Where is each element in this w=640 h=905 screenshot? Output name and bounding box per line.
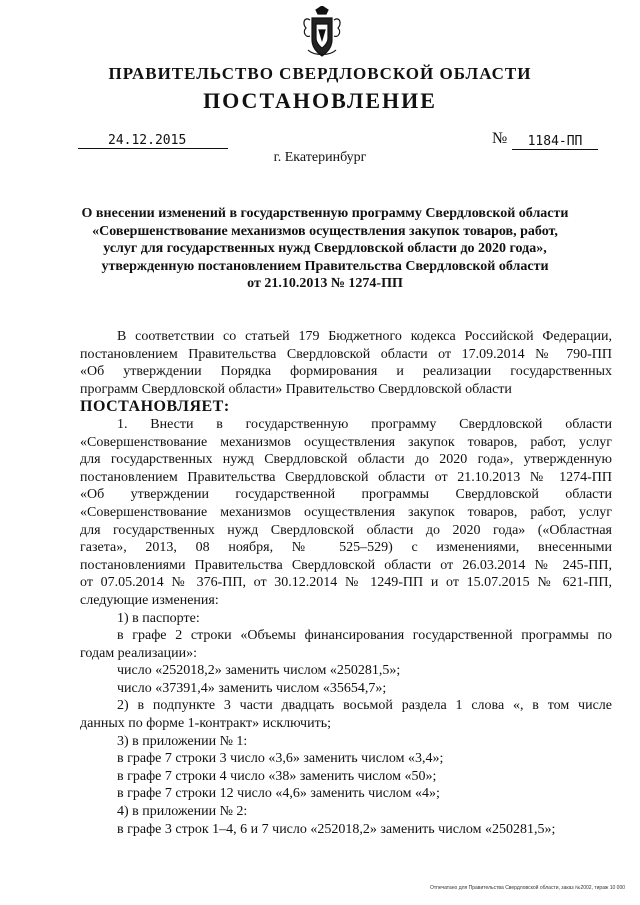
item1-line: газета», 2013, 08 ноября, № 525–529) с изменениями, внесенными — [80, 540, 612, 556]
subitem-line: в графе 7 строки 12 число «4,6» заменить числом «4»; — [117, 786, 440, 802]
document-type: ПОСТАНОВЛЕНИЕ — [203, 88, 437, 113]
subitem-line: 2) в подпункте 3 части двадцать восьмой раздела 1 слова «, в том числе — [117, 698, 612, 714]
item1-line: «Об утверждении государственной программы Свердловской области — [80, 487, 612, 503]
preamble-line: постановлением Правительства Свердловской области от 17.09.2014 № 790-ПП — [80, 346, 612, 362]
preamble-line: «Об утверждении Порядка формирования и реализации государственных — [80, 364, 612, 380]
subitem-line: число «37391,4» заменить числом «35654,7»; — [117, 680, 387, 696]
item1-line: постановлением Правительства Свердловской области от 21.10.2013 № 1274-ПП — [80, 469, 612, 485]
title-line: от 21.10.2013 № 1274-ПП — [247, 276, 403, 291]
item1-line: «Совершенствование механизмов осуществления закупок товаров, работ, услуг — [80, 504, 612, 520]
title-line: услуг для государственных нужд Свердловской области до 2020 года», — [103, 241, 547, 256]
document-number: 1184-ПП — [512, 134, 598, 150]
preamble-line: программ Свердловской области» Правительство Свердловской области — [80, 381, 512, 397]
item1-line: 1. Внести в государственную программу Свердловской области — [117, 416, 612, 432]
document-title — [80, 205, 570, 293]
subitem-line: в графе 7 строки 4 число «38» заменить числом «50»; — [117, 768, 437, 784]
item1-line: «Совершенствование механизмов осуществления закупок товаров, работ, услуг — [80, 434, 612, 450]
document-date: 24.12.2015 — [78, 133, 228, 149]
number-label: № — [492, 130, 508, 147]
subitem-line: данных по форме 1-контракт» исключить; — [80, 716, 331, 732]
subitem-line: в графе 7 строки 3 число «3,6» заменить числом «3,4»; — [117, 751, 444, 767]
subitem-line: число «252018,2» заменить числом «250281,5»; — [117, 663, 401, 679]
print-note: Отпечатано для Правительства Свердловской области, заказ №2002, тираж 10 000 — [430, 885, 626, 891]
document-body — [80, 328, 612, 838]
city: г. Екатеринбург — [273, 150, 367, 165]
item1-line: для государственных нужд Свердловской области до 2020 года» («Областная — [80, 522, 612, 538]
title-line: «Совершенствование механизмов осуществления закупок товаров, работ, — [92, 223, 558, 239]
title-line: О внесении изменений в государственную программу Свердловской области — [81, 206, 569, 221]
coat-of-arms-icon — [300, 6, 344, 60]
item1-line: от 07.05.2014 № 376-ПП, от 30.12.2014 № 1249-ПП и от 15.07.2015 № 621-ПП, — [80, 575, 612, 591]
subitem-line: годам реализации»: — [80, 645, 197, 661]
subitem-title: 3) в приложении № 1: — [117, 733, 248, 749]
item1-line: следующие изменения: — [80, 592, 219, 608]
preamble-line: В соответствии со статьей 179 Бюджетного кодекса Российской Федерации, — [117, 329, 612, 344]
item1-line: постановлениями Правительства Свердловской области от 26.03.2014 № 245-ПП, — [80, 557, 612, 573]
organization-name: ПРАВИТЕЛЬСТВО СВЕРДЛОВСКОЙ ОБЛАСТИ — [108, 64, 532, 83]
subitem-line: в графе 3 строк 1–4, 6 и 7 число «252018,2» заменить числом «250281,5»; — [117, 821, 556, 837]
title-line: утвержденную постановлением Правительства Свердловской области — [101, 258, 549, 274]
subitem-title: 4) в приложении № 2: — [117, 804, 248, 820]
subitem-title: 1) в паспорте: — [117, 610, 200, 626]
resolves-heading: ПОСТАНОВЛЯЕТ: — [80, 398, 230, 416]
subitem-line: в графе 2 строки «Объемы финансирования государственной программы по — [117, 628, 612, 644]
item1-line: для государственных нужд Свердловской области до 2020 года», утвержденную — [80, 452, 612, 468]
